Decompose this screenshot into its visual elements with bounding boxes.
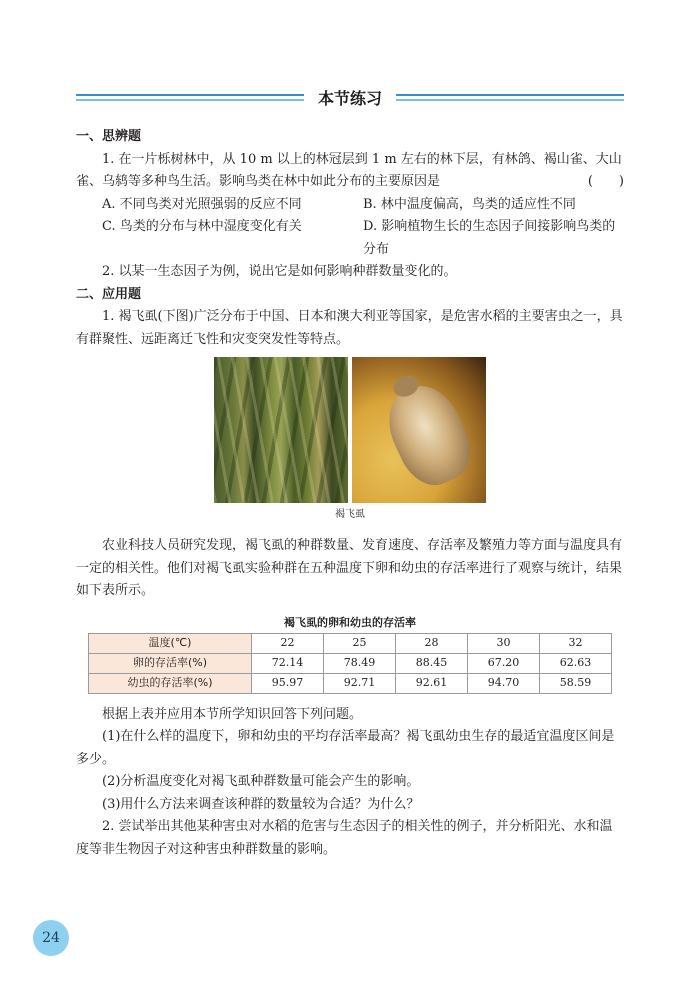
table-cell: 30 [468,633,540,653]
section2-question-1: 1. 褐飞虱(下图)广泛分布于中国、日本和澳大利亚等国家，是危害水稻的主要害虫之一，具有群聚性、远距离迁飞性和灾变突发性等特点。 [76,309,623,347]
section-title: 本节练习 [317,89,382,108]
option-c: C. 鸟类的分布与林中湿度变化有关 [102,219,302,234]
table-cell: 92.61 [396,673,468,693]
table-cell: 92.71 [324,673,396,693]
section1-question-2: 2. 以某一生态因子为例，说出它是如何影响种群数量变化的。 [102,264,457,279]
sub-question-2: (2)分析温度变化对褐飞虱种群数量可能会产生的影响。 [102,774,420,789]
table-cell: 95.97 [252,673,324,693]
planthopper-illustration [376,375,482,495]
rice-field-photo [214,357,348,503]
header-rule-left [76,94,304,101]
survival-rate-table [88,633,612,694]
row-label: 温度(℃) [89,633,252,653]
table-cell: 72.14 [252,653,324,673]
page-number: 24 [33,920,69,956]
table-cell: 25 [324,633,396,653]
question-text: 1. 在一片栎树林中，从 10 m 以上的林冠层到 1 m 左右的林下层，有林鸽、褐山雀、大山雀、乌鸫等多种鸟生活。影响鸟类在林中如此分布的主要原因是 [76,151,622,189]
exercise-content [76,126,624,861]
option-a: A. 不同鸟类对光照强弱的反应不同 [102,196,302,212]
table-cell: 67.20 [468,653,540,673]
section1-heading: 一、思辨题 [76,129,142,144]
sub-question-3: (3)用什么方法来调查该种群的数量较为合适？为什么？ [102,796,420,812]
table-cell: 32 [540,633,612,653]
answer-intro: 根据上表并应用本节所学知识回答下列问题。 [102,706,363,722]
option-b: B. 林中温度偏高，鸟类的适应性不同 [363,196,576,212]
table-cell: 58.59 [540,673,612,693]
table-cell: 94.70 [468,673,540,693]
figure-photos [76,357,624,503]
table-cell: 88.45 [396,653,468,673]
row-label: 卵的存活率(%) [89,653,252,673]
section1-question-1 [76,149,624,194]
table-cell: 62.63 [540,653,612,673]
answer-parentheses: ( ) [587,174,624,189]
table-row [89,653,612,673]
research-paragraph: 农业科技人员研究发现，褐飞虱的种群数量、发育速度、存活率及繁殖力等方面与温度具有一定的相关性。他们对褐飞虱实验种群在五种温度下卵和幼虫的存活率进行了观察与统计，结果如下表所示。 [76,538,623,598]
table-cell: 78.49 [324,653,396,673]
section2-heading: 二、应用题 [76,286,142,302]
sub-question-1: (1)在什么样的温度下，卵和幼虫的平均存活率最高？褐飞虱幼虫生存的最适宜温度区间是多少。 [76,729,615,767]
section2-question-2: 2. 尝试举出其他某种害虫对水稻的危害与生态因子的相关性的例子，并分析阳光、水和温度等非生物因子对这种害虫种群数量的影响。 [76,819,613,857]
row-label: 幼虫的存活率(%) [89,673,252,693]
option-d: D. 影响植物生长的生态因子间接影响鸟类的分布 [363,219,616,257]
figure-caption: 褐飞虱 [335,509,365,520]
planthopper-photo [352,357,486,503]
table-cell: 22 [252,633,324,653]
header-rule-right [396,94,624,101]
table-cell: 28 [396,633,468,653]
options-list [76,194,624,262]
table-caption: 褐飞虱的卵和幼虫的存活率 [284,615,416,629]
table-row [89,673,612,693]
table-row [89,633,612,653]
section-header [76,84,624,114]
